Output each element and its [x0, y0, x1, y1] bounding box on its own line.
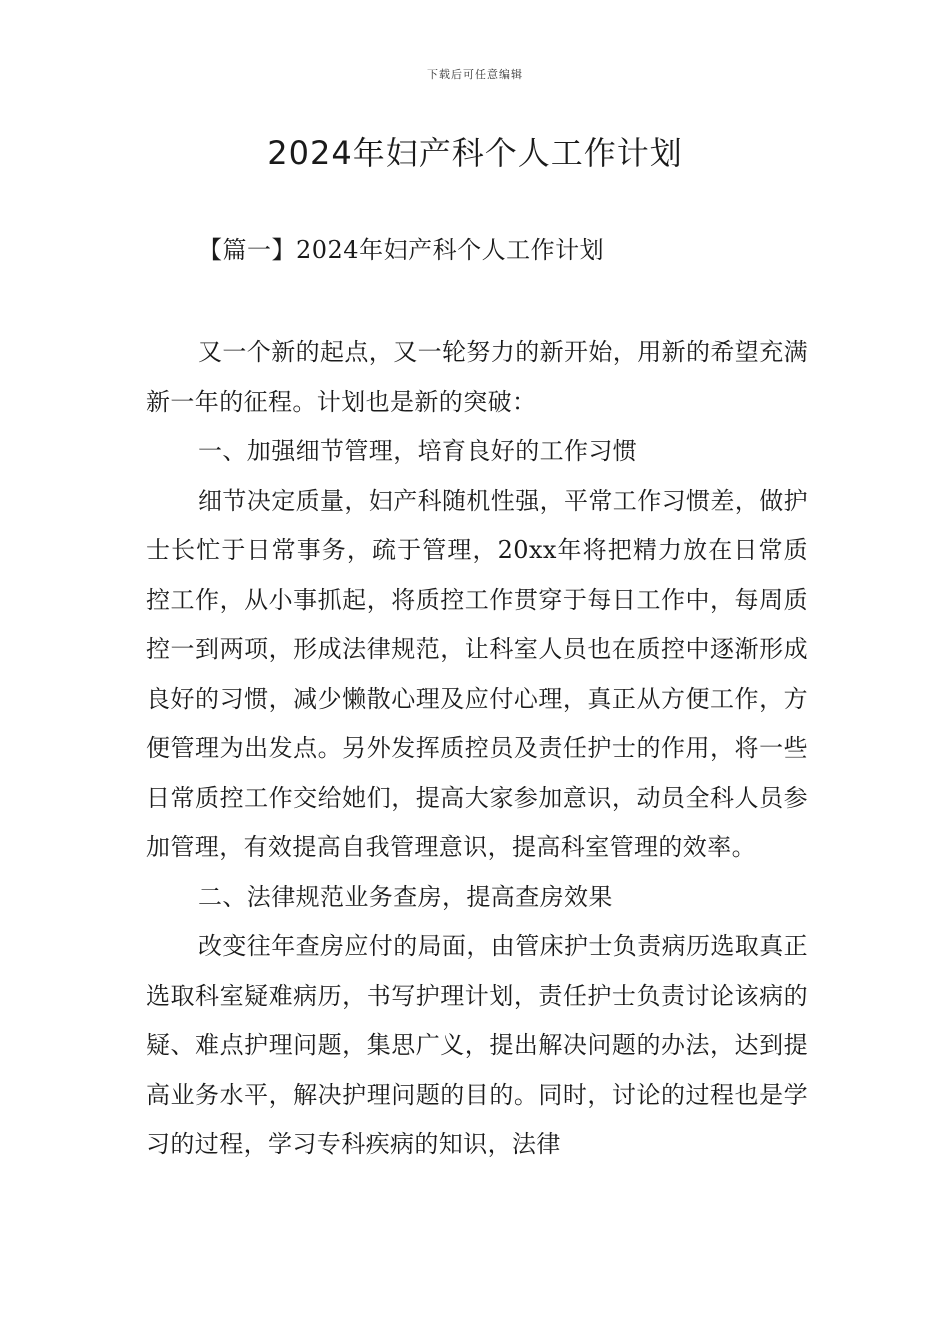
paragraph-ward-rounds: 改变往年查房应付的局面，由管床护士负责病历选取真正选取科室疑难病历，书写护理计划，责任护士负责讨论该病的疑、难点护理问题，集思广义，提出解决问题的办法，达到提高业务水平，解决护理问题的目的。同时，讨论的过程也是学习的过程，学习专科疾病的知识，法律 [146, 932, 808, 1158]
paragraph-heading-1: 一、加强细节管理，培育良好的工作习惯 [198, 437, 638, 465]
paragraph-intro: 又一个新的起点，又一轮努力的新开始，用新的希望充满新一年的征程。计划也是新的突破： [146, 338, 808, 416]
document-body [146, 328, 808, 1170]
section-heading: 【篇一】2024年妇产科个人工作计划 [198, 236, 605, 264]
header-note: 下载后可任意编辑 [427, 68, 523, 81]
document-title: 2024年妇产科个人工作计划 [267, 134, 683, 172]
paragraph-heading-2: 二、法律规范业务查房，提高查房效果 [198, 882, 613, 911]
paragraph-detail-management: 细节决定质量，妇产科随机性强，平常工作习惯差，做护士长忙于日常事务，疏于管理，20xx年将把精力放在日常质控工作，从小事抓起，将质控工作贯穿于每日工作中，每周质控一到两项，形成法律规范，让科室人员也在质控中逐渐形成良好的习惯，减少懒散心理及应付心理，真正从方便工作，方便管理为出发点。另外发挥质控员及责任护士的作用，将一些日常质控工作交给她们，提高大家参加意识，动员全科人员参加管理，有效提高自我管理意识，提高科室管理的效率。 [146, 486, 808, 861]
